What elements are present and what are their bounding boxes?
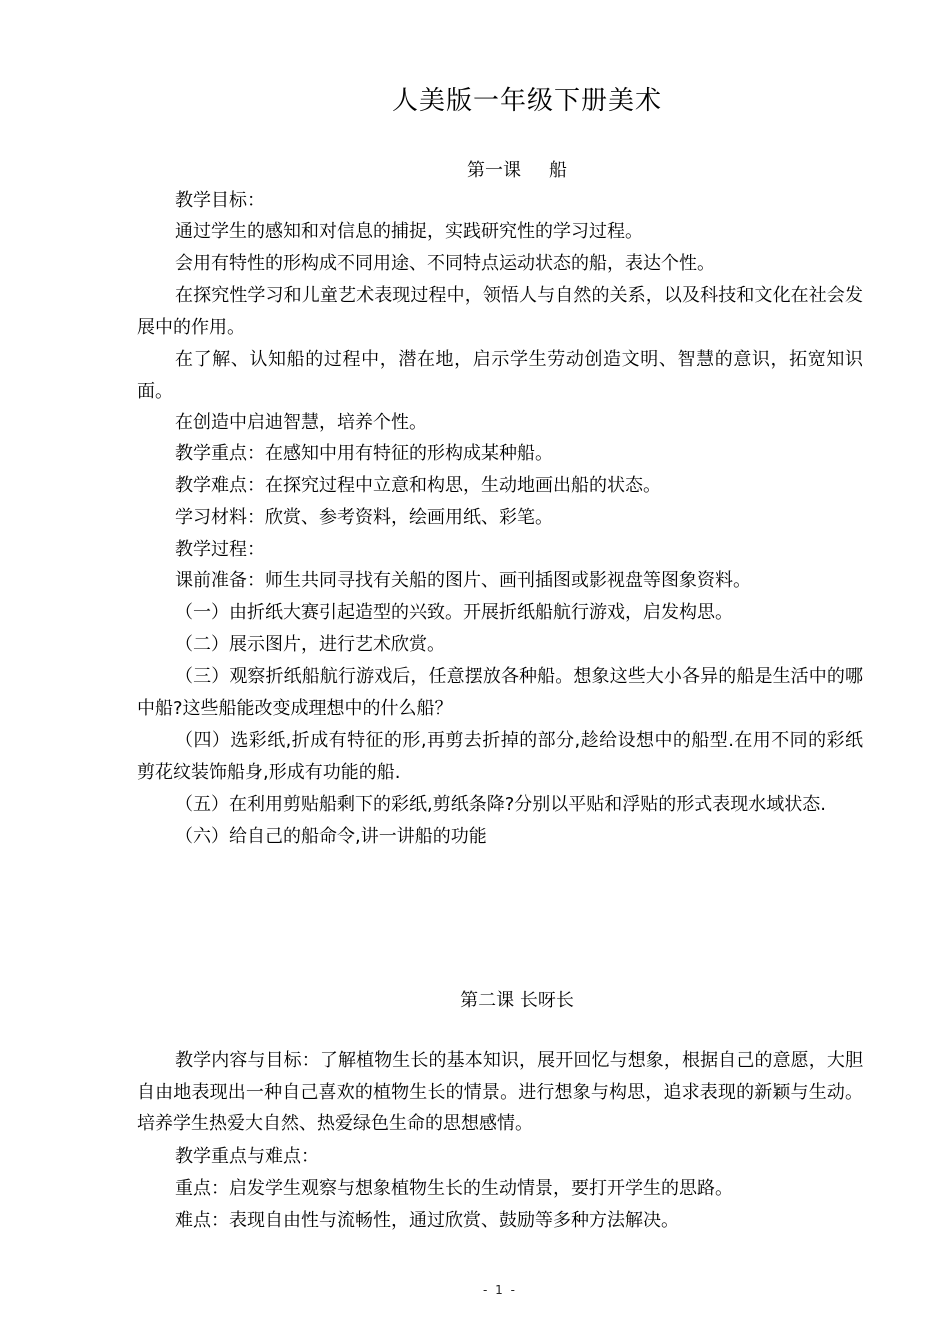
paragraph: 教学重点：在感知中用有特征的形构成某种船。 bbox=[175, 443, 553, 464]
paragraph: 学习材料：欣赏、参考资料，绘画用纸、彩笔。 bbox=[175, 507, 553, 528]
document-title: 人美版一年级下册美术 bbox=[391, 86, 662, 116]
paragraph: 教学难点：在探究过程中立意和构思，生动地画出船的状态。 bbox=[175, 475, 661, 496]
paragraph: （六）给自己的船命令,讲一讲船的功能 bbox=[175, 826, 487, 847]
paragraph: 会用有特性的形构成不同用途、不同特点运动状态的船，表达个性。 bbox=[175, 253, 715, 274]
paragraph: （一）由折纸大赛引起造型的兴致。开展折纸船航行游戏，启发构思。 bbox=[175, 602, 733, 623]
lesson-1-number: 第一课 bbox=[467, 160, 521, 181]
lesson-1-title bbox=[0, 156, 950, 182]
lesson-2-title: 第二课 长呀长 bbox=[460, 990, 574, 1011]
paragraph: 在探究性学习和儿童艺术表现过程中，领悟人与自然的关系，以及科技和文化在社会发展中的作用。 bbox=[137, 285, 863, 338]
paragraph: （四）选彩纸,折成有特征的形,再剪去折掉的部分,趁给设想中的船型.在用不同的彩纸剪花纹装饰船身,形成有功能的船. bbox=[137, 730, 863, 783]
paragraph: 通过学生的感知和对信息的捕捉，实践研究性的学习过程。 bbox=[175, 221, 643, 242]
paragraph: 难点：表现自由性与流畅性，通过欣赏、鼓励等多种方法解决。 bbox=[175, 1210, 679, 1231]
paragraph: 课前准备：师生共同寻找有关船的图片、画刊插图或影视盘等图象资料。 bbox=[175, 570, 751, 591]
paragraph: （二）展示图片，进行艺术欣赏。 bbox=[175, 634, 445, 655]
paragraph: 教学重点与难点： bbox=[175, 1146, 319, 1167]
lesson-1-name: 船 bbox=[549, 160, 567, 181]
paragraph: 教学目标： bbox=[175, 190, 265, 211]
paragraph: 在了解、认知船的过程中，潜在地，启示学生劳动创造文明、智慧的意识，拓宽知识面。 bbox=[137, 349, 863, 402]
paragraph: 在创造中启迪智慧，培养个性。 bbox=[175, 412, 427, 433]
page-number: - 1 - bbox=[483, 1283, 517, 1297]
paragraph: 重点：启发学生观察与想象植物生长的生动情景，要打开学生的思路。 bbox=[175, 1178, 733, 1199]
paragraph: 教学过程： bbox=[175, 539, 265, 560]
paragraph: （五）在利用剪贴船剩下的彩纸,剪纸条降?分别以平贴和浮贴的形式表现水域状态. bbox=[175, 794, 826, 815]
paragraph: 教学内容与目标：了解植物生长的基本知识，展开回忆与想象，根据自己的意愿，大胆自由地表现出一种自己喜欢的植物生长的情景。进行想象与构思，追求表现的新颖与生动。培养学生热爱大自然、热爱绿色生命的思想感情。 bbox=[137, 1050, 863, 1134]
paragraph: （三）观察折纸船航行游戏后，任意摆放各种船。想象这些大小各异的船是生活中的哪中船?这些船能改变成理想中的什么船？ bbox=[137, 666, 863, 719]
